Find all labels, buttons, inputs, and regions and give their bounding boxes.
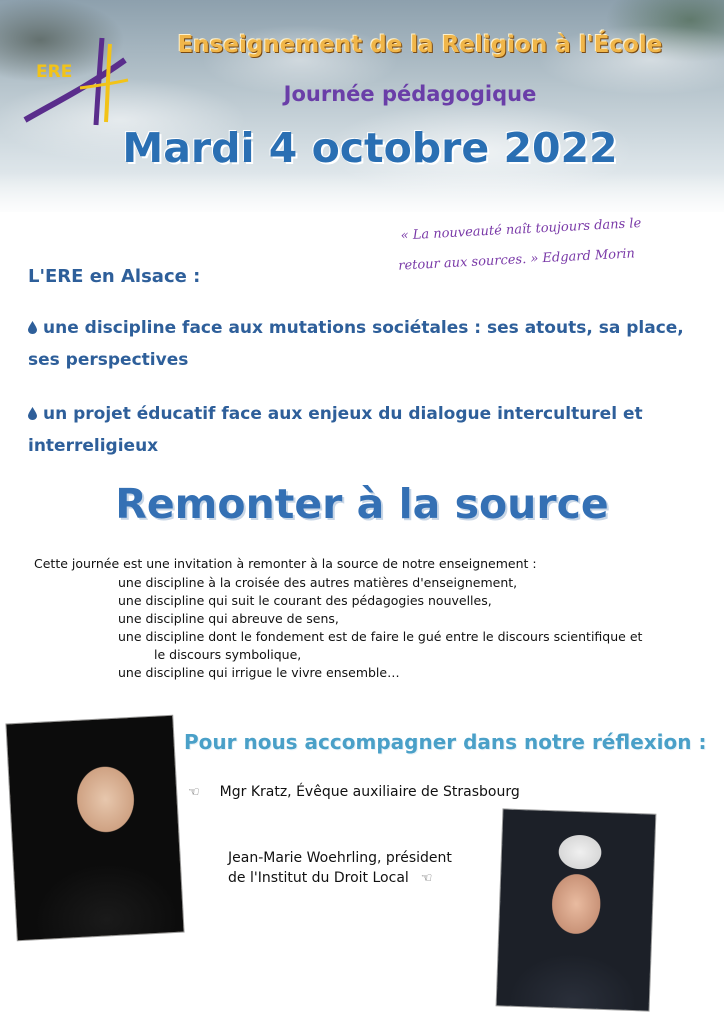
list-item: une discipline dont le fondement est de faire le gué entre le discours scientifique et — [118, 629, 643, 644]
banner-title: Enseignement de la Religion à l'École — [177, 32, 663, 58]
speaker-2-line-1: Jean-Marie Woehrling, président — [228, 850, 452, 866]
speaker-2 — [228, 848, 452, 889]
speaker-2-line-2: de l'Institut du Droit Local — [228, 870, 409, 886]
list-item: une discipline qui suit le courant des pédagogies nouvelles, — [118, 593, 492, 608]
speakers-heading: Pour nous accompagner dans notre réflexion : — [184, 730, 707, 754]
event-date: Mardi 4 octobre 2022 — [122, 124, 618, 172]
ere-alsace-heading: L'ERE en Alsace : — [28, 266, 201, 287]
bullet-point-2 — [28, 398, 698, 462]
water-drop-icon — [28, 407, 37, 420]
photo-mgr-kratz — [6, 716, 183, 940]
photo-jean-marie-woehrling — [497, 809, 656, 1010]
logo-text: ERE — [36, 62, 73, 82]
water-drop-icon — [28, 321, 37, 334]
speaker-1 — [188, 784, 520, 800]
intro-text: Cette journée est une invitation à remonter à la source de notre enseignement : — [34, 556, 537, 571]
quote — [392, 206, 705, 282]
list-item: une discipline qui abreuve de sens, — [118, 611, 339, 626]
quote-line-2: retour aux sources. » Edgard Morin — [397, 246, 636, 274]
quote-line-1: « La nouveauté naît toujours dans le — [400, 215, 642, 244]
banner-subtitle: Journée pédagogique — [283, 82, 537, 106]
pointing-hand-icon: ☜ — [188, 785, 200, 800]
bullet-point-1 — [28, 312, 698, 376]
list-item: le discours symbolique, — [154, 647, 302, 662]
discipline-list — [118, 574, 642, 682]
bullet-point-1-text: une discipline face aux mutations sociétales : ses atouts, sa place, ses perspectives — [28, 318, 684, 370]
header-banner — [0, 0, 724, 212]
main-heading: Remonter à la source — [115, 480, 609, 528]
speaker-1-text: Mgr Kratz, Évêque auxiliaire de Strasbourg — [219, 784, 520, 800]
bullet-point-2-text: un projet éducatif face aux enjeux du dialogue interculturel et interreligieux — [28, 404, 643, 456]
list-item: une discipline à la croisée des autres matières d'enseignement, — [118, 575, 518, 590]
pointing-hand-icon: ☜ — [420, 871, 433, 886]
list-item: une discipline qui irrigue le vivre ensemble… — [118, 665, 400, 680]
